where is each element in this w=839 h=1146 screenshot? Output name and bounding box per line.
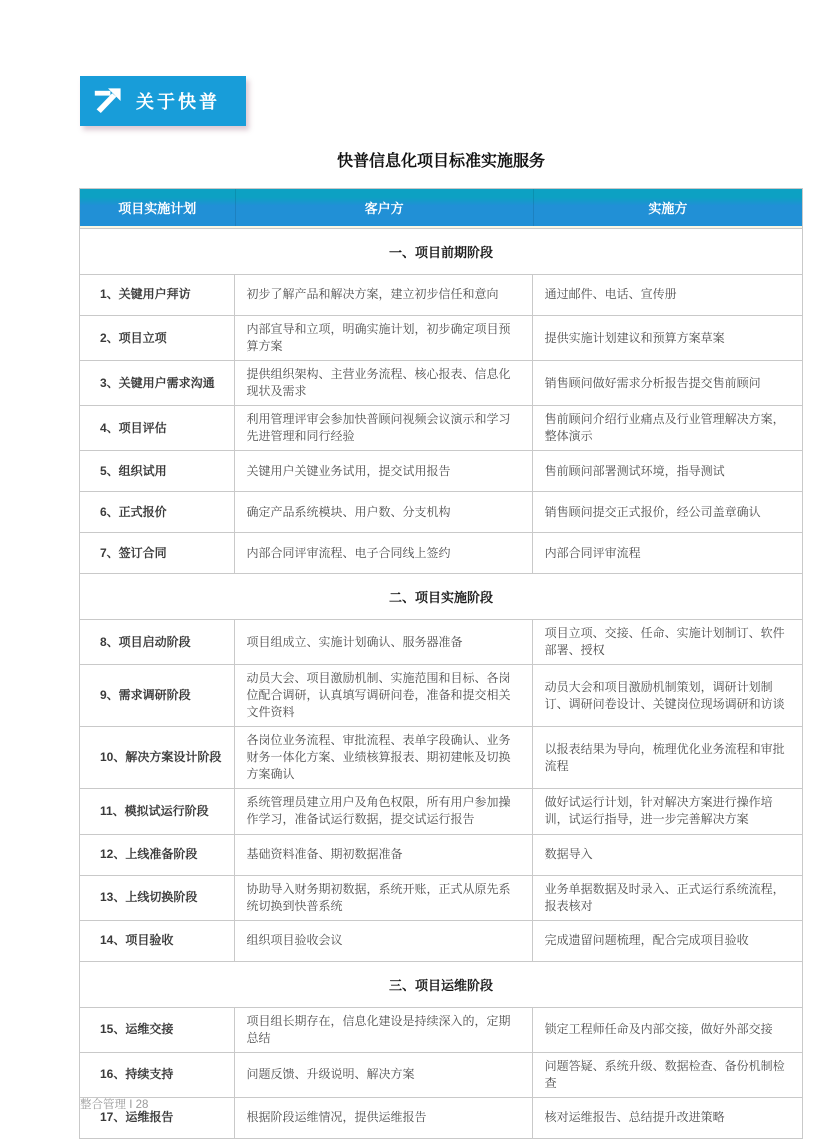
client-cell: 关键用户关键业务试用，提交试用报告	[235, 451, 533, 491]
client-cell: 项目组长期存在，信息化建设是持续深入的，定期总结	[235, 1008, 533, 1052]
header-cell-implementer: 实施方	[533, 189, 802, 226]
implementer-cell: 做好试运行计划，针对解决方案进行操作培训，试运行指导，进一步完善解决方案	[544, 795, 773, 827]
table-row	[80, 360, 802, 405]
section-title: 三、项目运维阶段	[80, 961, 802, 1007]
page-footer: 整合管理 I 28	[80, 1099, 149, 1111]
plan-cell: 6、正式报价	[80, 492, 235, 532]
plan-cell: 7、签订合同	[80, 533, 235, 573]
section-title: 二、项目实施阶段	[80, 573, 802, 619]
implementer-cell: 以报表结果为导向，梳理优化业务流程和审批流程	[544, 741, 785, 773]
implementer-cell: 问题答疑、系统升级、数据检查、备份机制检查	[544, 1058, 785, 1090]
client-cell: 基础资料准备、期初数据准备	[235, 835, 533, 875]
badge-label: 关于快普	[136, 92, 220, 112]
table-row	[80, 875, 802, 920]
client-cell: 提供组织架构、主营业务流程、核心报表、信息化现状及需求	[235, 361, 533, 405]
table-row	[80, 491, 802, 532]
table-row	[80, 619, 802, 664]
plan-cell: 12、上线准备阶段	[80, 835, 235, 875]
implementer-cell: 完成遗留问题梳理，配合完成项目验收	[544, 933, 749, 948]
table-row	[80, 450, 802, 491]
implementer-cell: 提供实施计划建议和预算方案草案	[544, 330, 725, 345]
client-cell: 系统管理员建立用户及角色权限，所有用户参加操作学习，准备试运行数据，提交试运行报告	[235, 789, 533, 833]
plan-cell: 4、项目评估	[80, 406, 235, 450]
client-cell: 初步了解产品和解决方案，建立初步信任和意向	[235, 275, 533, 315]
table-body	[80, 228, 802, 1138]
implementer-cell: 通过邮件、电话、宣传册	[544, 287, 677, 302]
client-cell: 确定产品系统模块、用户数、分支机构	[235, 492, 533, 532]
table-row	[80, 274, 802, 315]
header-cell-plan: 项目实施计划	[118, 201, 197, 216]
plan-cell: 17、运维报告	[80, 1098, 235, 1138]
implementer-cell: 销售顾问提交正式报价，经公司盖章确认	[544, 504, 761, 519]
implementer-cell: 内部合同评审流程	[544, 545, 641, 560]
section-title: 一、项目前期阶段	[80, 228, 802, 274]
table-row	[80, 315, 802, 360]
plan-cell: 14、项目验收	[80, 921, 235, 961]
client-cell: 问题反馈、升级说明、解决方案	[235, 1053, 533, 1097]
plan-cell: 11、模拟试运行阶段	[80, 789, 235, 833]
implementer-cell: 核对运维报告、总结提升改进策略	[544, 1110, 725, 1125]
table-row	[80, 1052, 802, 1097]
plan-cell: 15、运维交接	[80, 1008, 235, 1052]
plan-cell: 16、持续支持	[80, 1053, 235, 1097]
client-cell: 协助导入财务期初数据，系统开账，正式从原先系统切换到快普系统	[235, 876, 533, 920]
implementer-cell: 售前顾问部署测试环境，指导测试	[544, 463, 725, 478]
implementer-cell: 业务单据数据及时录入、正式运行系统流程，报表核对	[544, 881, 785, 913]
table-row	[80, 532, 802, 573]
table-row	[80, 726, 802, 788]
arrow-up-right-icon	[93, 86, 123, 116]
client-cell: 动员大会、项目激励机制、实施范围和目标、各岗位配合调研，认真填写调研问卷，准备和提交相关文件资料	[235, 665, 533, 726]
plan-cell: 3、关键用户需求沟通	[80, 361, 235, 405]
implementer-cell: 售前顾问介绍行业痛点及行业管理解决方案，整体演示	[544, 412, 785, 444]
client-cell: 内部合同评审流程、电子合同线上签约	[235, 533, 533, 573]
implementer-cell: 数据导入	[544, 846, 593, 861]
client-cell: 各岗位业务流程、审批流程、表单字段确认、业务财务一体化方案、业绩核算报表、期初建帐及切换方案确认	[235, 727, 533, 788]
table-row	[80, 788, 802, 833]
page-title: 快普信息化项目标准实施服务	[336, 153, 545, 170]
table-row	[80, 1097, 802, 1138]
header-cell-client: 客户方	[235, 189, 533, 226]
client-cell: 根据阶段运维情况，提供运维报告	[235, 1098, 533, 1138]
client-cell: 内部宣导和立项，明确实施计划，初步确定项目预算方案	[235, 316, 533, 360]
implementer-cell: 项目立项、交接、任命、实施计划制订、软件部署、授权	[544, 626, 785, 658]
client-cell: 利用管理评审会参加快普顾问视频会议演示和学习先进管理和同行经验	[235, 406, 533, 450]
table-row	[80, 834, 802, 875]
client-cell: 组织项目验收会议	[235, 921, 533, 961]
plan-cell: 1、关键用户拜访	[80, 275, 235, 315]
about-kuaipu-badge	[80, 76, 246, 126]
implementer-cell: 锁定工程师任命及内部交接，做好外部交接	[544, 1022, 773, 1037]
implementer-cell: 动员大会和项目激励机制策划，调研计划制订、调研问卷设计、关键岗位现场调研和访谈	[544, 679, 785, 711]
plan-cell: 2、项目立项	[80, 316, 235, 360]
implementer-cell: 销售顾问做好需求分析报告提交售前顾问	[544, 375, 761, 390]
table-row	[80, 1007, 802, 1052]
table-row	[80, 920, 802, 961]
plan-cell: 10、解决方案设计阶段	[80, 727, 235, 788]
table-row	[80, 664, 802, 726]
plan-cell: 9、需求调研阶段	[80, 665, 235, 726]
table-header-row	[80, 189, 802, 228]
plan-cell: 13、上线切换阶段	[80, 876, 235, 920]
client-cell: 项目组成立、实施计划确认、服务器准备	[235, 620, 533, 664]
page-content	[79, 148, 803, 1139]
plan-cell: 5、组织试用	[80, 451, 235, 491]
table-row	[80, 405, 802, 450]
implementation-service-table	[79, 188, 803, 1139]
plan-cell: 8、项目启动阶段	[80, 620, 235, 664]
